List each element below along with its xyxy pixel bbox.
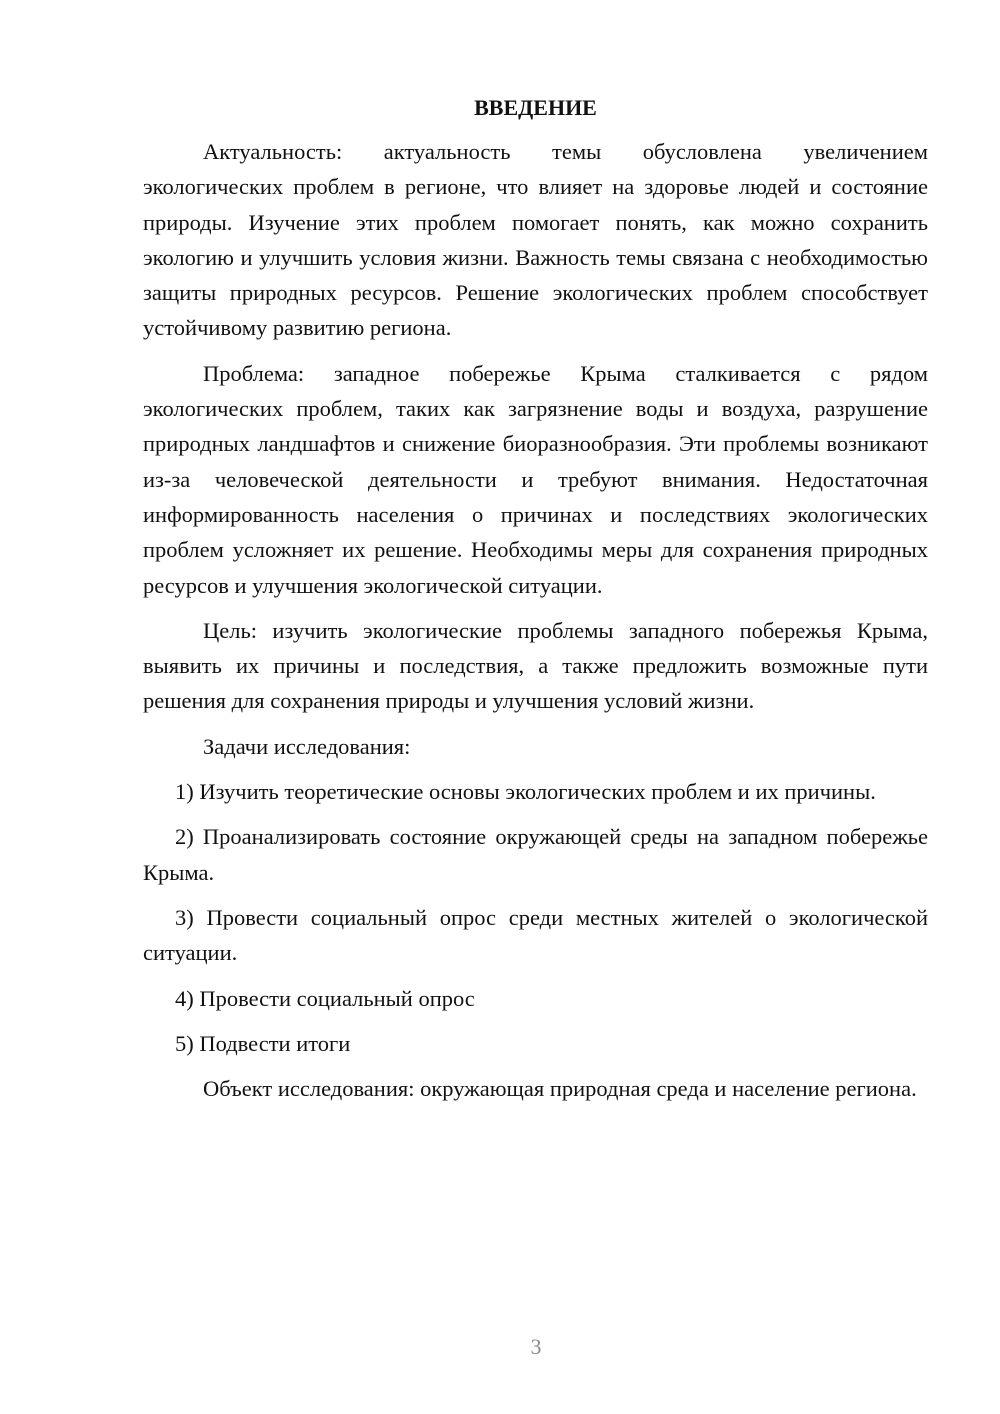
- paragraph-goal: Цель: изучить экологические проблемы западного побережья Крыма, выявить их причины и последствия, а также предложить возможные пути решения для сохранения природы и улучшения условий жизни.: [143, 617, 928, 714]
- task-item-3: 3) Провести социальный опрос среди местных жителей о экологической ситуации.: [143, 904, 928, 966]
- task-item-2: 2) Проанализировать состояние окружающей среды на западном побережье Крыма.: [143, 824, 928, 885]
- paragraph-object: Объект исследования: окружающая природная среда и население региона.: [203, 1076, 917, 1102]
- task-item-5: 5) Подвести итоги: [175, 1030, 351, 1056]
- document-page: [143, 92, 928, 1116]
- task-item-4: 4) Провести социальный опрос: [175, 985, 475, 1011]
- tasks-heading: Задачи исследования:: [203, 733, 411, 759]
- task-item-1: 1) Изучить теоретические основы экологических проблем и их причины.: [175, 779, 876, 805]
- page-title: ВВЕДЕНИЕ: [474, 95, 597, 120]
- paragraph-problem: Проблема: западное побережье Крыма сталкивается с рядом экологических проблем, таких как загрязнение воды и воздуха, разрушение природных ландшафтов и снижение биоразнообразия. Эти проблемы возникают из-за человеческой деятельности и требуют внимания. Недостаточная информированность населения о причинах и последствиях экологических проблем усложняет их решение. Необходимы меры для сохранения природных ресурсов и улучшения экологической ситуации.: [143, 360, 928, 598]
- paragraph-relevance: Актуальность: актуальность темы обусловлена увеличением экологических проблем в регионе, что влияет на здоровье людей и состояние природы. Изучение этих проблем помогает понять, как можно сохранить экологию и улучшить условия жизни. Важность темы связана с необходимостью защиты природных ресурсов. Решение экологических проблем способствует устойчивому развитию региона.: [143, 139, 928, 341]
- page-number: 3: [530, 1334, 542, 1359]
